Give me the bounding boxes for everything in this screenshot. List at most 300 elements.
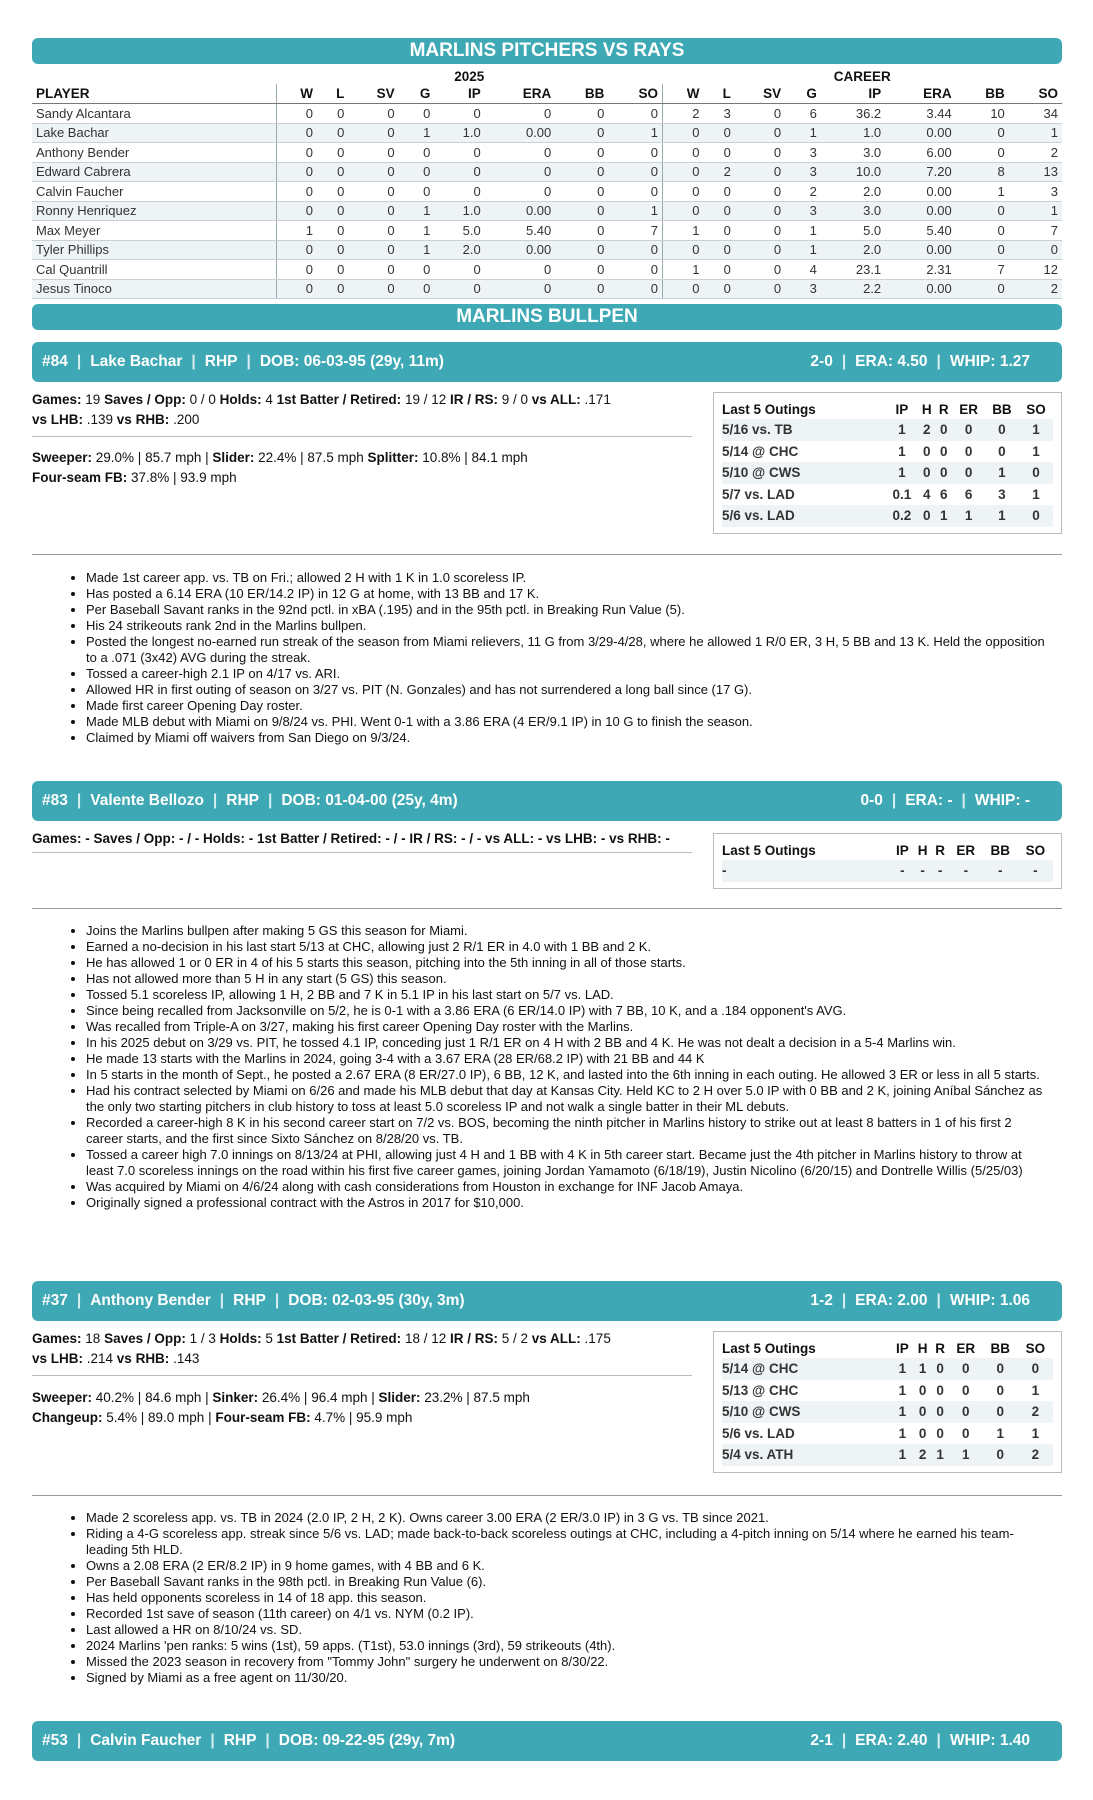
stat-cell: 0	[317, 162, 348, 182]
outings-column-header: R	[938, 401, 949, 417]
player-record: 2-0	[810, 353, 833, 370]
player-name-cell: Tyler Phillips	[32, 240, 276, 260]
outing-stat: 0.2	[885, 505, 918, 527]
stat-cell: 2	[1009, 143, 1062, 163]
note-item: • Made 2 scoreless app. vs. TB in 2024 (2.0 IP, 2 H, 2 K). Owns career 3.00 ERA (2 ER/3.0 IP) in 3 G vs. TB since 2021.	[86, 1510, 1046, 1526]
outing-stat: 1	[1032, 486, 1040, 502]
player-name-cell: Calvin Faucher	[32, 182, 276, 202]
outing-stat: 0	[936, 1425, 944, 1441]
player-dob: DOB: 06-03-95 (29y, 11m)	[259, 353, 444, 370]
outing-stat: 0	[952, 462, 985, 484]
stat-cell: 0	[555, 123, 608, 143]
outings-column-header: R	[935, 842, 946, 858]
stat-cell: 3	[785, 162, 821, 182]
stat-cell: 0	[276, 143, 317, 163]
stat-cell: 0	[555, 260, 608, 280]
outing-stat: 0	[935, 462, 952, 484]
note-item: • In his 2025 debut on 3/29 vs. PIT, he tossed 4.1 IP, conceding just 1 R/1 ER on 4 H with 2 BB and 4 K. He was not dealt a decision in a 5-4 Marlins win.	[86, 1035, 1046, 1051]
stat-cell: 0	[956, 143, 1009, 163]
note-item: • Has held opponents scoreless in 14 of 18 app. this season.	[86, 1590, 1046, 1606]
stat-cell: 1	[608, 123, 662, 143]
player-name-cell: Lake Bachar	[32, 123, 276, 143]
outing-stat: 1	[885, 462, 918, 484]
stat-cell: 0	[399, 104, 435, 124]
note-item: • Tossed a career-high 2.1 IP on 4/17 vs. ARI.	[86, 666, 1046, 682]
stat-cell: 0	[485, 182, 556, 202]
note-item: • Was recalled from Triple-A on 3/27, making his first career Opening Day roster with the Marlins.	[86, 1019, 1046, 1035]
player-name-cell: Edward Cabrera	[32, 162, 276, 182]
stat-cell: 0	[399, 182, 435, 202]
player-name-cell: Sandy Alcantara	[32, 104, 276, 124]
outing-game: 5/14 @ CHC	[722, 443, 799, 459]
stat-cell: 0	[1009, 240, 1062, 260]
player-header: #37 | Anthony Bender | RHP | DOB: 02-03-95 (30y, 3m) 1-2 | ERA: 2.00 | WHIP: 1.06	[32, 1281, 1062, 1321]
stat-cell: 10.0	[821, 162, 885, 182]
stat-cell: 0	[608, 260, 662, 280]
column-header: SO	[1009, 84, 1062, 104]
stat-cell: 0	[276, 182, 317, 202]
stat-cell: 0	[608, 279, 662, 299]
outing-stat: 1	[949, 1444, 983, 1466]
stat-cell: 1	[785, 123, 821, 143]
column-header: SO	[608, 84, 662, 104]
outings-column-header: IP	[895, 842, 909, 858]
stat-cell: 0	[485, 104, 556, 124]
outing-row	[722, 505, 1053, 527]
outing-stat: 2	[1018, 1444, 1053, 1466]
outing-stat: 1	[898, 443, 906, 459]
outing-stat: 1	[931, 1444, 949, 1466]
outing-game: 5/10 @ CWS	[722, 1401, 891, 1423]
outing-stat: 0	[952, 419, 985, 441]
stat-cell: 8	[956, 162, 1009, 182]
player-number: #37	[42, 1292, 68, 1309]
note-item: • In 5 starts in the month of Sept., he posted a 2.67 ERA (8 ER/27.0 IP), 6 BB, 12 K, and lasted into the 6th inning in each outing. He allowed 3 ER or less in all 5 starts.	[86, 1067, 1046, 1083]
stat-cell: 0	[317, 123, 348, 143]
stat-cell: 0	[608, 104, 662, 124]
stat-cell: 1	[1009, 123, 1062, 143]
stat-cell: 0	[434, 182, 484, 202]
outings-column-header: BB	[990, 842, 1010, 858]
player-name-cell: Ronny Henriquez	[32, 201, 276, 221]
outing-stat: 0	[931, 1358, 949, 1380]
outing-game: -	[722, 860, 891, 882]
stat-cell: 13	[1009, 162, 1062, 182]
player-whip: WHIP: 1.27	[949, 353, 1030, 370]
stat-cell: 0	[662, 182, 703, 202]
stat-cell: 0	[662, 123, 703, 143]
stat-cell: 0	[348, 201, 398, 221]
outings-column-header: ER	[956, 1340, 976, 1356]
stat-cell: 3.44	[885, 104, 956, 124]
outing-stat: 0	[985, 419, 1019, 441]
outing-stat: 0	[918, 462, 935, 484]
stat-cell: 0	[348, 182, 398, 202]
outing-stat: 1	[1031, 1382, 1040, 1398]
player-stats: Games: 19 Saves / Opp: 0 / 0 Holds: 4 1st Batter / Retired: 19 / 12 IR / RS: 9 / 0 vs ALL: .171 vs LHB: .139 vs RHB: .200	[32, 392, 611, 427]
stat-cell: 0	[662, 279, 703, 299]
outing-stat: 1	[891, 1358, 914, 1380]
outing-stat: 0	[935, 419, 952, 441]
stat-cell: 0	[608, 182, 662, 202]
outing-stat: -	[949, 860, 983, 882]
outing-stat: 1	[952, 505, 985, 527]
stat-cell: 1.0	[434, 201, 484, 221]
outing-stat: 1	[985, 505, 1019, 527]
player-name-cell: Anthony Bender	[32, 143, 276, 163]
outing-game: 5/10 @ CWS	[722, 462, 885, 484]
note-item: • Missed the 2023 season in recovery from "Tommy John" surgery he underwent on 8/30/22.	[86, 1654, 1046, 1670]
stat-cell: 0	[703, 143, 734, 163]
stat-cell: 0	[555, 104, 608, 124]
column-header: PLAYER	[32, 84, 276, 104]
outing-stat: 0	[949, 1401, 983, 1423]
stat-cell: 3	[785, 143, 821, 163]
outings-column-header: Last 5 Outings	[722, 401, 816, 417]
stat-cell: 0.00	[485, 201, 556, 221]
outing-row	[722, 484, 1053, 506]
stat-cell: 0	[317, 182, 348, 202]
stat-cell: 0	[608, 240, 662, 260]
stat-cell: 3	[703, 104, 734, 124]
note-item: • 2024 Marlins 'pen ranks: 5 wins (1st), 59 apps. (T1st), 53.0 innings (3rd), 59 strikeouts (4th).	[86, 1638, 1046, 1654]
outing-stat: 1	[891, 1401, 914, 1423]
stat-cell: 0	[735, 260, 785, 280]
outing-stat: 0	[998, 443, 1006, 459]
outings-column-header: R	[935, 1340, 946, 1356]
table-row	[32, 182, 1062, 202]
stat-cell: 0	[348, 123, 398, 143]
outings-column-header: IP	[895, 1340, 909, 1356]
stat-cell: 1.0	[821, 123, 885, 143]
player-stats: Games: - Saves / Opp: - / - Holds: - 1st Batter / Retired: - / - IR / RS: - / - vs ALL: - vs LHB: - vs RHB: -	[32, 831, 670, 846]
stat-cell: 1	[662, 221, 703, 241]
stat-cell: 0	[735, 221, 785, 241]
outings-column-header: IP	[895, 401, 909, 417]
stat-cell: 3.0	[821, 143, 885, 163]
stat-cell: 0	[703, 123, 734, 143]
stat-cell: 0	[703, 182, 734, 202]
player-whip: WHIP: 1.40	[949, 1732, 1030, 1749]
outing-stat: 0	[922, 443, 931, 459]
stat-cell: 0	[317, 240, 348, 260]
stat-cell: 1	[785, 221, 821, 241]
outing-stat: -	[983, 860, 1018, 882]
note-item: • Has posted a 6.14 ERA (10 ER/14.2 IP) in 12 G at home, with 13 BB and 17 K.	[86, 586, 1046, 602]
stat-cell: 0	[434, 143, 484, 163]
player-number: #84	[42, 353, 68, 370]
player-name: Calvin Faucher	[90, 1732, 202, 1749]
column-header: BB	[555, 84, 608, 104]
outing-stat: 0	[918, 505, 935, 527]
note-item: • Has not allowed more than 5 H in any start (5 GS) this season.	[86, 971, 1046, 987]
stat-cell: 0	[956, 123, 1009, 143]
stat-cell: 0	[348, 162, 398, 182]
player-dob: DOB: 01-04-00 (25y, 4m)	[281, 792, 458, 809]
column-header: ERA	[485, 84, 556, 104]
note-item: • Posted the longest no-earned run streak of the season from Miami relievers, 11 G from 3/29-4/28, where he allowed 1 R/0 ER, 3 H, 5 BB and 13 K. Held the opposition to a .071 (3x42) AVG during the streak.	[86, 634, 1046, 666]
outing-stat: -	[1018, 860, 1053, 882]
outing-stat: 1	[891, 1444, 914, 1466]
stat-cell: 0	[348, 221, 398, 241]
player-number: #83	[42, 792, 68, 809]
stat-cell: 0	[703, 279, 734, 299]
note-item: • Had his contract selected by Miami on 6/26 and made his MLB debut that day at Kansas City. Held KC to 2 H over 5.0 IP with 0 BB and 2 K, joining Aníbal Sánchez as the only two starting pitchers in club history to toss at least 5.0 scoreless IP and not walk a single batter in their ML debuts.	[86, 1083, 1046, 1115]
note-item: • Made MLB debut with Miami on 9/8/24 vs. PHI. Went 0-1 with a 3.86 ERA (4 ER/9.1 IP) in 10 G to finish the season.	[86, 714, 1046, 730]
stat-cell: 0	[555, 182, 608, 202]
stat-cell: 0	[317, 279, 348, 299]
stat-cell: 2.31	[885, 260, 956, 280]
stat-cell: 0	[555, 162, 608, 182]
note-item: • Since being recalled from Jacksonville on 5/2, he is 0-1 with a 3.86 ERA (6 ER/14.0 IP) with 7 BB, 10 K, and a .184 opponent's AVG.	[86, 1003, 1046, 1019]
player-dob: DOB: 09-22-95 (29y, 7m)	[278, 1732, 456, 1749]
outing-stat: 1	[898, 1382, 907, 1398]
stat-cell: 2.0	[821, 182, 885, 202]
stat-cell: 1	[1009, 201, 1062, 221]
pitch-mix: Sweeper: 29.0% | 85.7 mph | Slider: 22.4% | 87.5 mph Splitter: 10.8% | 84.1 mph Four-seam FB: 37.8% | 93.9 mph	[32, 450, 528, 485]
stat-cell: 0	[276, 279, 317, 299]
outing-stat: 2	[918, 419, 935, 441]
note-item: • Claimed by Miami off waivers from San Diego on 9/3/24.	[86, 730, 1046, 746]
player-dob: DOB: 02-03-95 (30y, 3m)	[288, 1292, 465, 1309]
note-item: • Riding a 4-G scoreless app. streak since 5/6 vs. LAD; made back-to-back scoreless outings at CHC, including a 4-pitch inning on 5/14 where he earned his team-leading 5th HLD.	[86, 1526, 1046, 1558]
outings-column-header: SO	[1025, 842, 1046, 858]
player-record: 1-2	[810, 1292, 833, 1309]
note-item: • His 24 strikeouts rank 2nd in the Marlins bullpen.	[86, 618, 1046, 634]
outing-stat: 0	[936, 1382, 944, 1398]
outing-stat: 0	[914, 1401, 932, 1423]
column-header: L	[703, 84, 734, 104]
stat-cell: 0	[399, 143, 435, 163]
outings-column-header: H	[921, 401, 932, 417]
note-item: • Made 1st career app. vs. TB on Fri.; allowed 2 H with 1 K in 1.0 scoreless IP.	[86, 570, 1046, 586]
note-item: • He made 13 starts with the Marlins in 2024, going 3-4 with a 3.67 ERA (28 ER/68.2 IP) with 21 BB and 44 K	[86, 1051, 1046, 1067]
note-item: • Per Baseball Savant ranks in the 92nd pctl. in xBA (.195) and in the 95th pctl. in Breaking Run Value (5).	[86, 602, 1046, 618]
stat-cell: 0	[317, 201, 348, 221]
stat-cell: 3	[785, 279, 821, 299]
outings-column-header: BB	[992, 401, 1012, 417]
stat-cell: 1	[608, 201, 662, 221]
outing-stat: 1	[935, 505, 952, 527]
player-era: ERA: 2.40	[855, 1732, 928, 1749]
stat-cell: 0	[399, 279, 435, 299]
outing-stat: 0	[983, 1401, 1018, 1423]
outing-stat: 0	[939, 443, 948, 459]
note-item: • Per Baseball Savant ranks in the 98th pctl. in Breaking Run Value (6).	[86, 1574, 1046, 1590]
column-header: IP	[821, 84, 885, 104]
table-row	[32, 240, 1062, 260]
outing-stat: 1	[885, 419, 918, 441]
outing-game: 5/4 vs. ATH	[722, 1444, 891, 1466]
outing-stat: 2	[914, 1444, 932, 1466]
stat-cell: 0	[662, 162, 703, 182]
outings-column-header: BB	[990, 1340, 1010, 1356]
stat-cell: 7	[608, 221, 662, 241]
outings-column-header: SO	[1025, 1340, 1046, 1356]
column-header: G	[399, 84, 435, 104]
column-header: G	[785, 84, 821, 104]
column-header: SV	[348, 84, 398, 104]
stat-cell: 2.2	[821, 279, 885, 299]
stat-cell: 0.00	[485, 240, 556, 260]
player-record: 2-1	[810, 1732, 833, 1749]
note-item: • Made first career Opening Day roster.	[86, 698, 1046, 714]
stat-cell: 0	[348, 240, 398, 260]
stat-cell: 0	[276, 201, 317, 221]
note-item: • Recorded a career-high 8 K in his second career start on 7/2 vs. BOS, becoming the ninth pitcher in Marlins history to strike out at least 8 batters in 1 of his first 2 career starts, and the first since Sixto Sánchez on 8/28/20 vs. TB.	[86, 1115, 1046, 1147]
stat-cell: 0	[662, 201, 703, 221]
stat-cell: 0	[399, 162, 435, 182]
stat-cell: 1	[399, 201, 435, 221]
stat-cell: 0	[703, 260, 734, 280]
stat-cell: 0	[735, 279, 785, 299]
outing-stat: 0	[962, 1382, 970, 1398]
stat-cell: 10	[956, 104, 1009, 124]
outing-stat: 0	[996, 1382, 1005, 1398]
outing-stat: 0	[983, 1444, 1018, 1466]
stat-cell: 0	[317, 143, 348, 163]
stat-cell: 1	[662, 260, 703, 280]
column-header: BB	[956, 84, 1009, 104]
stat-cell: 0	[348, 279, 398, 299]
table-row	[32, 260, 1062, 280]
pitch-mix: Sweeper: 40.2% | 84.6 mph | Sinker: 26.4% | 96.4 mph | Slider: 23.2% | 87.5 mph Changeup: 5.4% | 89.0 mph | Four-seam FB: 4.7% | 95.9 mph	[32, 1390, 530, 1425]
player-whip: WHIP: -	[974, 792, 1030, 809]
player-notes	[86, 570, 1046, 746]
player-name-cell: Max Meyer	[32, 221, 276, 241]
outings-column-header: H	[917, 842, 928, 858]
group-career: CAREER	[833, 68, 891, 84]
player-name-cell: Jesus Tinoco	[32, 279, 276, 299]
stat-cell: 0	[276, 123, 317, 143]
stat-cell: 0	[956, 279, 1009, 299]
stat-cell: 0	[735, 162, 785, 182]
table-row	[32, 201, 1062, 221]
table-row	[32, 162, 1062, 182]
outing-game: 5/7 vs. LAD	[722, 486, 795, 502]
outing-row	[722, 462, 1053, 484]
outing-stat: 1	[985, 462, 1019, 484]
note-item: • Owns a 2.08 ERA (2 ER/8.2 IP) in 9 home games, with 4 BB and 6 K.	[86, 1558, 1046, 1574]
outings-column-header: Last 5 Outings	[722, 1340, 816, 1356]
stat-cell: 0	[555, 201, 608, 221]
outing-stat: 0	[918, 1425, 927, 1441]
outing-stat: 0	[918, 1382, 927, 1398]
stat-cell: 0	[317, 221, 348, 241]
outing-row	[722, 1380, 1053, 1402]
outings-column-header: H	[917, 1340, 928, 1356]
player-hand: RHP	[223, 1732, 257, 1749]
stat-cell: 0.00	[485, 123, 556, 143]
column-header: SV	[735, 84, 785, 104]
outing-row	[722, 1444, 1053, 1466]
stat-cell: 0	[276, 260, 317, 280]
table-row	[32, 279, 1062, 299]
stat-cell: 5.0	[821, 221, 885, 241]
player-header: #53 | Calvin Faucher | RHP | DOB: 09-22-95 (29y, 7m) 2-1 | ERA: 2.40 | WHIP: 1.40	[32, 1721, 1062, 1761]
stat-cell: 3	[785, 201, 821, 221]
stat-cell: 0.00	[885, 279, 956, 299]
stat-cell: 2	[1009, 279, 1062, 299]
table-row	[32, 221, 1062, 241]
outing-stat: 0	[1019, 505, 1053, 527]
stat-cell: 0	[735, 143, 785, 163]
stat-cell: 0	[434, 104, 484, 124]
stat-cell: 0.00	[885, 201, 956, 221]
stat-cell: 0	[348, 260, 398, 280]
stat-cell: 0	[662, 143, 703, 163]
stat-cell: 1	[956, 182, 1009, 202]
stat-cell: 0	[485, 143, 556, 163]
stat-cell: 0	[434, 162, 484, 182]
player-hand: RHP	[233, 1292, 266, 1309]
stat-cell: 0	[348, 143, 398, 163]
pitchers-vs-rays-table	[32, 68, 1062, 299]
last-5-outings	[713, 392, 1062, 534]
note-item: • Last allowed a HR on 8/10/24 vs. SD.	[86, 1622, 1046, 1638]
outings-column-header: ER	[956, 842, 976, 858]
stat-cell: 1	[399, 240, 435, 260]
player-header: #83 | Valente Bellozo | RHP | DOB: 01-04-00 (25y, 4m) 0-0 | ERA: - | WHIP: -	[32, 781, 1062, 821]
stat-cell: 0	[608, 143, 662, 163]
stat-cell: 12	[1009, 260, 1062, 280]
outing-row	[722, 419, 1053, 441]
stat-cell: 0	[662, 240, 703, 260]
stat-cell: 0	[348, 104, 398, 124]
stat-cell: 0	[703, 221, 734, 241]
stat-cell: 0	[703, 240, 734, 260]
outing-stat: 1	[898, 1425, 907, 1441]
outing-stat: 0	[983, 1358, 1018, 1380]
player-number: #53	[42, 1732, 68, 1749]
outing-stat: 3	[998, 486, 1006, 502]
stat-cell: 2	[785, 182, 821, 202]
stat-cell: 0.00	[885, 182, 956, 202]
stat-cell: 1	[276, 221, 317, 241]
stat-cell: 1	[399, 123, 435, 143]
stat-cell: 0	[276, 240, 317, 260]
outing-stat: 0	[1018, 1358, 1053, 1380]
outings-column-header: Last 5 Outings	[722, 842, 816, 858]
player-name: Valente Bellozo	[90, 792, 204, 809]
outing-row	[722, 860, 1053, 882]
outing-game: 5/6 vs. LAD	[722, 505, 885, 527]
stat-cell: 2.0	[434, 240, 484, 260]
stat-cell: 1	[785, 240, 821, 260]
outing-game: 5/6 vs. LAD	[722, 1425, 795, 1441]
stat-cell: 0	[735, 123, 785, 143]
outing-stat: 1	[1031, 1425, 1040, 1441]
stat-cell: 0	[735, 104, 785, 124]
player-name: Anthony Bender	[90, 1292, 211, 1309]
stat-cell: 1	[399, 221, 435, 241]
stat-cell: 0	[555, 279, 608, 299]
stat-cell: 5.40	[885, 221, 956, 241]
player-era: ERA: -	[905, 792, 953, 809]
stat-cell: 0	[735, 182, 785, 202]
stat-cell: 0	[276, 162, 317, 182]
outing-stat: 0	[964, 443, 973, 459]
note-item: • Signed by Miami as a free agent on 11/30/20.	[86, 1670, 1046, 1686]
outing-stat: -	[931, 860, 949, 882]
stat-cell: 0.00	[885, 123, 956, 143]
note-item: • He has allowed 1 or 0 ER in 4 of his 5 starts this season, pitching into the 5th inning in all of those starts.	[86, 955, 1046, 971]
note-item: • Tossed a career high 7.0 innings on 8/13/24 at PHI, allowing just 4 H and 1 BB with 4 K in 5th career start. Became just the 4th pitcher in Marlins history to throw at least 7.0 scoreless innings on the road within his first five career games, joining Jordan Yamamoto (6/18/19), Justin Nicolino (6/20/15) and Dontrelle Willis (5/25/03)	[86, 1147, 1046, 1179]
player-name-cell: Cal Quantrill	[32, 260, 276, 280]
stat-cell: 7	[1009, 221, 1062, 241]
stat-cell: 0	[956, 240, 1009, 260]
outing-stat: 0	[1019, 462, 1053, 484]
